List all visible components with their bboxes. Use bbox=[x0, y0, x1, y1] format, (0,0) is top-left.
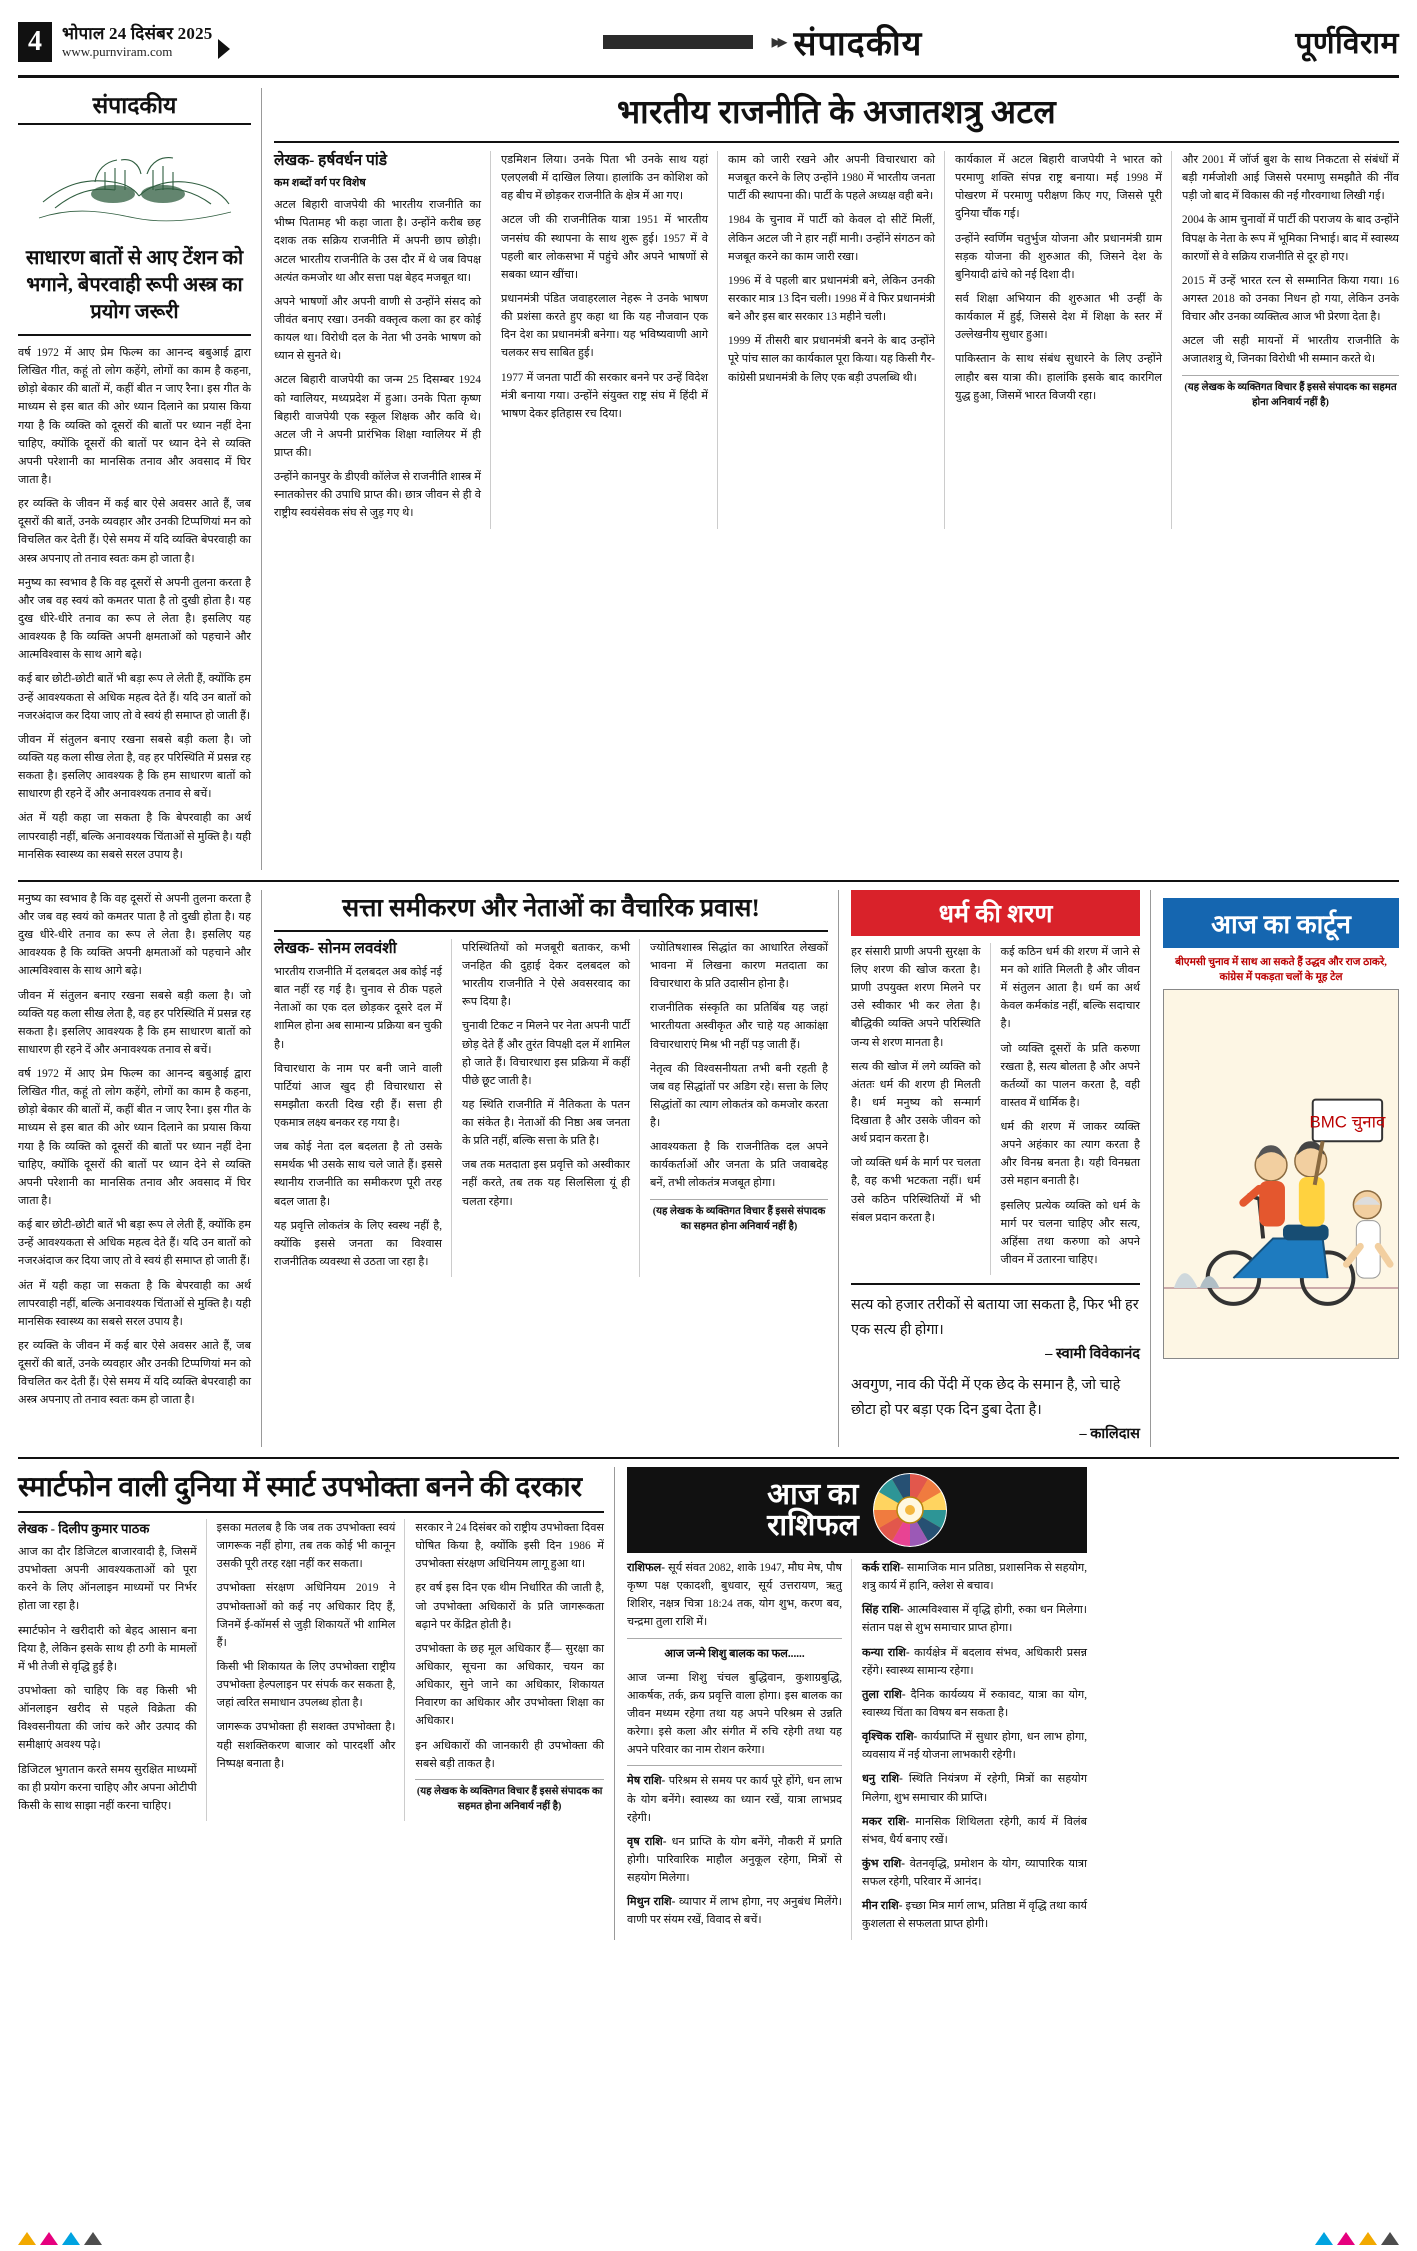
editorial-kicker: संपादकीय bbox=[18, 88, 251, 125]
article2-disclaimer: (यह लेखक के व्यक्तिगत विचार हैं इससे संपादक का सहमत होना अनिवार्य नहीं है) bbox=[650, 1199, 828, 1235]
smart-para: सरकार ने 24 दिसंबर को राष्ट्रीय उपभोक्ता दिवस घोषित किया है, क्योंकि इसी दिन 1986 में उपभोक्ता संरक्षण अधिनियम लागू हुआ था। bbox=[415, 1522, 604, 1571]
rashifal-right bbox=[862, 1559, 1087, 1940]
dharma-para: इसलिए प्रत्येक व्यक्ति को धर्म के मार्ग पर चलना चाहिए और सत्य, अहिंसा तथा करुणा को अपने जीवन में उतारना चाहिए। bbox=[1000, 1199, 1140, 1267]
lead-col5-text bbox=[1182, 151, 1399, 369]
rashi-name: मकर राशि- bbox=[862, 1815, 910, 1828]
editorial-para: जीवन में संतुलन बनाए रखना सबसे बड़ी कला है। जो व्यक्ति यह कला सीख लेता है, वह हर परिस्थिति में प्रसन्न रह सकता है। इसलिए आवश्यक है कि हम साधारण बातों को साधारण ही रहने दें और अनावश्यक तनाव से बचें। bbox=[18, 733, 251, 801]
article2-para: विचारधारा के नाम पर बनी जाने वाली पार्टियां आज खुद ही विचारधारा से समझौता करती दिख रही हैं। सत्ता ही एकमात्र लक्ष्य बनकर रह गया है। bbox=[274, 1062, 442, 1130]
lead-column-5 bbox=[1182, 151, 1399, 529]
rashi-text: आत्मविश्वास में वृद्धि होगी, रुका धन मिलेगा। संतान पक्ष से शुभ समाचार प्राप्त होगा। bbox=[862, 1604, 1087, 1635]
dharma-headline: धर्म की शरण bbox=[851, 890, 1140, 936]
editorial-para: कई बार छोटी-छोटी बातें भी बड़ा रूप ले लेती हैं, क्योंकि हम उन्हें आवश्यकता से अधिक महत्व देते हैं। यदि उन बातों को नजरअंदाज कर दिया जाए तो वे स्वयं ही समाप्त हो जाती हैं। bbox=[18, 673, 251, 722]
article-satta-samikaran bbox=[274, 890, 839, 1447]
section-title-block bbox=[603, 19, 922, 65]
rashi-text: धन प्राप्ति के योग बनेंगे, नौकरी में प्रगति होगी। पारिवारिक माहौल अनुकूल रहेगा, मित्रों से सहयोग मिलेगा। bbox=[627, 1835, 843, 1885]
footer-color-strip bbox=[18, 2232, 1399, 2245]
lead-para: एडमिशन लिया। उनके पिता भी उनके साथ यहां एलएलबी में दाखिल लिया। हालांकि उन कोशिश को वह बीच में छोड़कर राजनीति के क्षेत्र में आ गए। bbox=[501, 154, 708, 203]
lead-para: प्रधानमंत्री पंडित जवाहरलाल नेहरू ने उनके भाषण की प्रशंसा करते हुए कहा था कि यह नौजवान एक दिन देश का प्रधानमंत्री बनेगा। यह भविष्यवाणी आगे चलकर सच साबित हुई। bbox=[501, 292, 708, 360]
article-smart-consumer bbox=[18, 1467, 615, 1940]
lead-para: अपने भाषणों और अपनी वाणी से उन्होंने संसद को जीवंत बनाए रखा। उनकी वक्तृत्व कला का हर कोई कायल था। विरोधी दल के नेता भी उनके भाषण को ध्यान से सुनते थे। bbox=[274, 295, 481, 363]
smart-para: इसका मतलब है कि जब तक उपभोक्ता स्वयं जागरूक नहीं होगा, तब तक कोई भी कानून उसकी पूरी तरह रक्षा नहीं कर सकता। bbox=[216, 1522, 396, 1571]
rashi-text: स्थिति नियंत्रण में रहेगी, मित्रों का सहयोग मिलेगा, शुभ समाचार की प्राप्ति। bbox=[862, 1773, 1087, 1804]
lead-column-2 bbox=[501, 151, 718, 529]
bottom-section bbox=[18, 1457, 1399, 1940]
triangle-icon bbox=[1337, 2232, 1355, 2245]
section-title: संपादकीय bbox=[793, 25, 923, 63]
smart-headline: स्मार्टफोन वाली दुनिया में स्मार्ट उपभोक्ता बनने की दरकार bbox=[18, 1467, 604, 1513]
rashi-text: वेतनवृद्धि, प्रमोशन के योग, व्यापारिक यात्रा सफल रहेगी, परिवार में आनंद। bbox=[862, 1858, 1088, 1889]
dharma-col2-text bbox=[1001, 943, 1141, 1269]
lead-body-grid bbox=[274, 151, 1399, 529]
editorial-para: मनुष्य का स्वभाव है कि वह दूसरों से अपनी तुलना करता है और जब वह स्वयं को कमतर पाता है तो दुखी होता है। यह दुख धीरे-धीरे तनाव का रूप ले लेता है। इसलिए यह आवश्यक है कि व्यक्ति अपनी क्षमताओं को पहचाने और आत्मविश्वास के साथ आगे बढ़े। bbox=[18, 576, 251, 662]
cartoon-caption: बीएमसी चुनाव में साथ आ सकते हैं उद्धव और राज ठाकरे, कांग्रेस में पकड़ता चलों के मूह टेल bbox=[1175, 956, 1387, 984]
smart-col-2 bbox=[217, 1519, 406, 1821]
lead-para: उन्होंने स्वर्णिम चतुर्भुज योजना और प्रधानमंत्री ग्राम सड़क योजना की शुरुआत की, जिसने देश के बुनियादी ढांचे को नई दिशा दी। bbox=[955, 232, 1162, 281]
zodiac-wheel-icon bbox=[873, 1473, 947, 1547]
editorial-body bbox=[18, 344, 251, 864]
dharma-para: कई कठिन धर्म की शरण में जाने से मन को शांति मिलती है और जीवन में संतुलन आता है। धर्म का अर्थ केवल कर्मकांड नहीं, बल्कि सदाचार है। bbox=[1000, 945, 1140, 1031]
smart-col-3 bbox=[415, 1519, 604, 1821]
quote-author-2: – कालिदास bbox=[1079, 1426, 1140, 1443]
rashi-list-left bbox=[627, 1772, 842, 1929]
lead-para: 2015 में उन्हें भारत रत्न से सम्मानित किया गया। 16 अगस्त 2018 को उनका निधन हो गया, लेकिन उनके विचार और उनका व्यक्तित्व आज भी प्रेरणा देता है। bbox=[1182, 274, 1399, 324]
rashi-text: सामाजिक मान प्रतिष्ठा, प्रशासनिक से सहयोग, शत्रु कार्य में हानि, क्लेश से बचाव। bbox=[862, 1562, 1087, 1593]
lead-column-1 bbox=[274, 151, 491, 529]
editorial-continued bbox=[18, 890, 262, 1447]
rashi-name: सिंह राशि- bbox=[862, 1604, 904, 1617]
rashi-item bbox=[862, 1686, 1087, 1722]
divider bbox=[627, 1765, 842, 1766]
cartoon-headline: आज का कार्टून bbox=[1163, 898, 1399, 948]
rashi-list-right bbox=[862, 1559, 1087, 1934]
rashi-text: व्यापार में लाभ होगा, नए अनुबंध मिलेंगे। वाणी पर संयम रखें, विवाद से बचें। bbox=[627, 1896, 842, 1927]
lead-col2-text bbox=[501, 151, 708, 423]
article2-para: यह प्रवृत्ति लोकतंत्र के लिए स्वस्थ नहीं है, क्योंकि इससे जनता का विश्वास राजनीतिक व्यवस्था से उठता जा रहा है। bbox=[274, 1219, 442, 1269]
dharma-para: जो व्यक्ति धर्म के मार्ग पर चलता है, वह कभी भटकता नहीं। धर्म उसे कठिन परिस्थितियों में भी संबल प्रदान करता है। bbox=[851, 1157, 981, 1224]
article2-para: आवश्यकता है कि राजनीतिक दल अपने कार्यकर्ताओं और जनता के प्रति जवाबदेह बनें, तभी लोकतंत्र मजबूत होगा। bbox=[650, 1141, 828, 1190]
dharma-para: धर्म की शरण में जाकर व्यक्ति अपने अहंकार का त्याग करता है और विनम्र बनता है। यही विनम्रता उसे महान बनाती है। bbox=[1000, 1121, 1140, 1188]
editorial-continued-text bbox=[18, 890, 251, 1410]
dharma-para: हर संसारी प्राणी अपनी सुरक्षा के लिए शरण की खोज करता है। प्राणी उपयुक्त शरण मिलने पर उसे स्वीकार भी कर लेता है। बौद्धिकी व्यक्ति अपने परिस्थिति जन्य से शरण मानता है। bbox=[851, 945, 981, 1049]
quote-author-1: – स्वामी विवेकानंद bbox=[1045, 1346, 1140, 1363]
top-section bbox=[18, 88, 1399, 870]
kid-heading: आज जन्मे शिशु बालक का फल...... bbox=[664, 1647, 805, 1660]
lead-disclaimer: (यह लेखक के व्यक्तिगत विचार हैं इससे संपादक का सहमत होना अनिवार्य नहीं है) bbox=[1182, 375, 1399, 411]
dharma-para: जो व्यक्ति दूसरों के प्रति करुणा रखता है, सत्य बोलता है और अपने कर्तव्यों का पालन करता है, वही वास्तव में धार्मिक है। bbox=[1000, 1042, 1140, 1109]
bottom-right-spacer bbox=[1099, 1467, 1399, 1940]
footer-triangles-right bbox=[1315, 2232, 1399, 2245]
article2-para: जब तक मतदाता इस प्रवृत्ति को अस्वीकार नहीं करते, तब तक यह सिलसिला यूं ही चलता रहेगा। bbox=[462, 1159, 630, 1208]
dharma-para: सत्य की खोज में लगे व्यक्ति को अंततः धर्म की शरण ही मिलती है। धर्म मनुष्य को सन्मार्ग दिखाता है और उसके जीवन को अर्थ प्रदान करता है। bbox=[851, 1060, 981, 1146]
article2-para: राजनीतिक संस्कृति का प्रतिबिंब यह जहां भारतीयता अस्वीकृत और चाहे यह आकांक्षा विचारधाराएं मिश्र भी नहीं पड़ जाती हैं। bbox=[650, 1002, 828, 1051]
lead-column-3 bbox=[728, 151, 945, 529]
rashi-item bbox=[627, 1833, 842, 1887]
triangle-icon bbox=[18, 2232, 36, 2245]
cartoon-illustration bbox=[1164, 990, 1398, 1358]
section-bar bbox=[603, 35, 753, 49]
lead-para: कार्यकाल में अटल बिहारी वाजपेयी ने भारत को परमाणु शक्ति संपन्न राष्ट्र बनाया। मई 1998 में पोखरण में परमाणु परीक्षण किए गए, जिससे पूरी दुनिया चौंक गई। bbox=[955, 154, 1162, 221]
smart-byline: लेखक - दिलीप कुमार पाठक bbox=[18, 1521, 150, 1537]
editorial-para: हर व्यक्ति के जीवन में कई बार ऐसे अवसर आते हैं, जब दूसरों की बातें, उनके व्यवहार और उनकी टिप्पणियां मन को विचलित कर देती हैं। ऐसे समय में यदि व्यक्ति बेपरवाही का अस्त्र अपनाए तो तनाव स्वतः कम हो जाता है। bbox=[18, 498, 251, 565]
cartoon-placard-text: BMC चुनाव bbox=[1309, 1112, 1386, 1132]
lead-para: अटल बिहारी वाजपेयी की भारतीय राजनीति का भीष्म पितामह भी कहा जाता है। उन्होंने करीब छह दशक तक सक्रिय राजनीति में अपनी छाप छोड़ी। अटल भारतीय राजनीति के उस दौर में थे जब विपक्ष अत्यंत कमजोर था और सत्ता पक्ष बेहद मजबूत था। bbox=[274, 199, 481, 284]
triangle-icon bbox=[40, 2232, 58, 2245]
article2-para: नेतृत्व की विश्वसनीयता तभी बनी रहती है जब वह सिद्धांतों पर अडिग रहे। सत्ता के लिए सिद्धांतों का त्याग लोकतंत्र को कमजोर करता है। bbox=[650, 1062, 828, 1130]
quote-text-1: सत्य को हजार तरीकों से बताया जा सकता है, फिर भी हर एक सत्य ही होगा। bbox=[851, 1297, 1139, 1338]
article2-para: ज्योतिषशास्त्र सिद्धांत का आधारित लेखकों भावना में लिखना कारण मतदाता का विचारधारा के प्रति उदासीन होना है। bbox=[650, 941, 828, 991]
triangle-icon bbox=[84, 2232, 102, 2245]
middle-section bbox=[18, 880, 1399, 1447]
smart-disclaimer: (यह लेखक के व्यक्तिगत विचार हैं इससे संपादक का सहमत होना अनिवार्य नहीं है) bbox=[415, 1779, 604, 1815]
page-number: 4 bbox=[18, 22, 52, 62]
lead-para: सर्व शिक्षा अभियान की शुरुआत भी उन्हीं के कार्यकाल में हुई, जिससे देश में शिक्षा के स्तर में उल्लेखनीय सुधार हुआ। bbox=[955, 292, 1162, 342]
article2-column-2 bbox=[462, 939, 640, 1277]
editorial-para: अंत में यही कहा जा सकता है कि बेपरवाही का अर्थ लापरवाही नहीं, बल्कि अनावश्यक चिंताओं से मुक्ति है। यही मानसिक स्वास्थ्य का सबसे सरल उपाय है। bbox=[18, 1279, 251, 1328]
kid-fortune-block bbox=[627, 1645, 842, 1760]
dharma-col1-text bbox=[851, 943, 981, 1227]
triangle-icon bbox=[62, 2232, 80, 2245]
rashi-item bbox=[862, 1770, 1087, 1806]
lead-para: अटल जी सही मायनों में भारतीय राजनीति के अजातशत्रु थे, जिनका विरोधी भी सम्मान करते थे। bbox=[1182, 335, 1399, 366]
rashifal-title-line2: राशिफल bbox=[767, 1509, 859, 1543]
website-url[interactable]: www.purnviram.com bbox=[62, 44, 173, 59]
place-date: भोपाल 24 दिसंबर 2025 bbox=[62, 23, 213, 43]
editorial-para: मनुष्य का स्वभाव है कि वह दूसरों से अपनी तुलना करता है और जब वह स्वयं को कमतर पाता है तो दुखी होता है। यह दुख धीरे-धीरे तनाव का रूप ले लेता है। इसलिए यह आवश्यक है कि व्यक्ति अपनी क्षमताओं को पहचाने और आत्मविश्वास के साथ आगे बढ़े। bbox=[18, 892, 251, 978]
lead-para: 2004 के आम चुनावों में पार्टी की पराजय के बाद उन्होंने विपक्ष के नेता के रूप में भूमिका निभाई। बाद में स्वास्थ्य कारणों से वे सक्रिय राजनीति से दूर हो गए। bbox=[1182, 214, 1399, 263]
rashi-item bbox=[627, 1893, 842, 1929]
double-chevron-icon: ▸▸ bbox=[771, 31, 784, 53]
editorial-headline: साधारण बातों से आए टेंशन को भगाने, बेपरवाही रूपी अस्त्र का प्रयोग जरूरी bbox=[18, 245, 251, 336]
rashi-name: धनु राशि- bbox=[862, 1773, 903, 1786]
rashifal-title bbox=[767, 1479, 859, 1542]
editorial-para: वर्ष 1972 में आए प्रेम फिल्म का आनन्द बबुआई द्वारा लिखित गीत, कहूं तो लोग कहेंगे, लोगों का काम है कहना, छोड़ो बेकार की बातों में, कहीं बीत न जाए रैना। इस गीत के माध्यम से इस बात की ओर ध्यान दिलाने का प्रयास किया गया है कि व्यक्ति को दूसरों की बातों पर ध्यान नहीं देना चाहिए, क्योंकि दूसरों की बातों पर ध्यान देने से व्यक्ति अपनी परेशानी का मानसिक तनाव और अवसाद में घिर जाता है। bbox=[18, 1068, 251, 1208]
smart-para: हर वर्ष इस दिन एक थीम निर्धारित की जाती है, जो उपभोक्ता अधिकारों के प्रति जागरूकता बढ़ाने पर केंद्रित होती है। bbox=[415, 1582, 604, 1631]
smart-col-1 bbox=[18, 1519, 207, 1821]
editorial-para: कई बार छोटी-छोटी बातें भी बड़ा रूप ले लेती हैं, क्योंकि हम उन्हें आवश्यकता से अधिक महत्व देते हैं। यदि उन बातों को नजरअंदाज कर दिया जाए तो वे स्वयं ही समाप्त हो जाती हैं। bbox=[18, 1219, 251, 1268]
article2-para: चुनावी टिकट न मिलने पर नेता अपनी पार्टी छोड़ देते हैं और तुरंत विपक्षी दल में शामिल हो जाते हैं। विचारधारा इस प्रक्रिया में कहीं पीछे छूट जाती है। bbox=[462, 1020, 630, 1087]
article2-col1-text bbox=[274, 963, 442, 1271]
editorial-para: जीवन में संतुलन बनाए रखना सबसे बड़ी कला है। जो व्यक्ति यह कला सीख लेता है, वह हर परिस्थिति में प्रसन्न रह सकता है। इसलिए आवश्यक है कि हम साधारण बातों को साधारण ही रहने दें और अनावश्यक तनाव से बचें। bbox=[18, 989, 251, 1056]
masthead bbox=[18, 14, 1399, 78]
lead-col3-text bbox=[728, 151, 935, 387]
triangle-icon bbox=[1359, 2232, 1377, 2245]
smart-col2-text bbox=[217, 1519, 396, 1773]
bottom-left-group bbox=[18, 1467, 1087, 1940]
lead-article bbox=[274, 88, 1399, 870]
lead-para: अटल जी की राजनीतिक यात्रा 1951 में भारतीय जनसंघ की स्थापना के साथ शुरू हुई। 1957 में वे पहली बार लोकसभा में पहुंचे और अपने भाषणों से सबका ध्यान खींचा। bbox=[501, 214, 708, 281]
lead-para: 1999 में तीसरी बार प्रधानमंत्री बनने के बाद उन्होंने पूरे पांच साल का कार्यकाल पूरा किया। यह किसी गैर-कांग्रेसी प्रधानमंत्री के लिए एक बड़ी उपलब्धि थी। bbox=[728, 335, 935, 384]
smart-para: उपभोक्ता को चाहिए कि वह किसी भी ऑनलाइन खरीद से पहले विक्रेता की विश्वसनीयता की जांच करे और उत्पाद की समीक्षाएं अवश्य पढ़े। bbox=[18, 1685, 197, 1752]
dharma-col-1 bbox=[851, 943, 991, 1275]
smart-para: उपभोक्ता संरक्षण अधिनियम 2019 ने उपभोक्ताओं को कई नए अधिकार दिए हैं, जिनमें ई-कॉमर्स से जुड़ी शिकायतें भी शामिल हैं। bbox=[216, 1582, 396, 1649]
quote-text-2: अवगुण, नाव की पेंदी में एक छेद के समान है, जो चाहे छोटा हो पर बड़ा एक दिन डुबा देता है। bbox=[851, 1377, 1121, 1418]
smart-col3-text bbox=[415, 1519, 604, 1773]
article2-headline: सत्ता समीकरण और नेताओं का वैचारिक प्रवास! bbox=[274, 890, 828, 932]
smart-col1-text bbox=[18, 1543, 197, 1815]
rashi-item bbox=[862, 1601, 1087, 1637]
rashi-name: मीन राशि- bbox=[862, 1900, 903, 1913]
rashifal-title-line1: आज का bbox=[767, 1477, 859, 1511]
smart-para: स्मार्टफोन ने खरीदारी को बेहद आसान बना दिया है, लेकिन इसके साथ ही ठगी के मामलों में भी तेजी से वृद्धि हुई है। bbox=[18, 1624, 197, 1673]
divider bbox=[627, 1638, 842, 1639]
smart-para: किसी भी शिकायत के लिए उपभोक्ता राष्ट्रीय उपभोक्ता हेल्पलाइन पर संपर्क कर सकता है, जहां त्वरित समाधान उपलब्ध होता है। bbox=[216, 1661, 396, 1710]
smart-para: उपभोक्ता के छह मूल अधिकार हैं— सुरक्षा का अधिकार, सूचना का अधिकार, चयन का अधिकार, सुने जाने का अधिकार, शिकायत निवारण का अधिकार और उपभोक्ता शिक्षा का अधिकार। bbox=[415, 1642, 604, 1728]
rashi-text: कार्यप्राप्ति में सुधार होगा, धन लाभ होगा, व्यवसाय में नई योजना लाभकारी रहेगी। bbox=[862, 1731, 1088, 1762]
panchang-text bbox=[627, 1559, 842, 1632]
lead-column-4 bbox=[955, 151, 1172, 529]
triangle-icon bbox=[1381, 2232, 1399, 2245]
dharma-col-2 bbox=[1001, 943, 1141, 1275]
footer-triangles-left bbox=[18, 2232, 102, 2245]
masthead-place-date-block bbox=[62, 23, 212, 61]
masthead-left bbox=[18, 22, 230, 62]
panchang-label: राशिफल- bbox=[627, 1562, 665, 1575]
editorial-para: वर्ष 1972 में आए प्रेम फिल्म का आनन्द बबुआई द्वारा लिखित गीत, कहूं तो लोग कहेंगे, लोगों का काम है कहना, छोड़ो बेकार की बातों में, कहीं बीत न जाए रैना। इस गीत के माध्यम से इस बात की ओर ध्यान दिलाने का प्रयास किया गया है कि व्यक्ति को दूसरों की बातों पर ध्यान नहीं देना चाहिए, क्योंकि दूसरों की बातों पर ध्यान देने से व्यक्ति अपनी परेशानी का मानसिक तनाव और अवसाद में घिर जाता है। bbox=[18, 347, 251, 486]
article2-column-3 bbox=[650, 939, 828, 1277]
rashi-text: मानसिक शिथिलता रहेगी, कार्य में विलंब संभव, धैर्य बनाए रखें। bbox=[862, 1815, 1087, 1846]
smart-para: जागरूक उपभोक्ता ही सशक्त उपभोक्ता है। यही सशक्तिकरण बाजार को पारदर्शी और निष्पक्ष बनाता है। bbox=[216, 1721, 396, 1770]
lead-para: काम को जारी रखने और अपनी विचारधारा को मजबूत करने के लिए उन्होंने 1980 में भारतीय जनता पार्टी की स्थापना की। पार्टी के पहले अध्यक्ष वही बने। bbox=[728, 154, 935, 203]
rashi-name: मेष राशि- bbox=[627, 1775, 666, 1788]
lead-para: 1984 के चुनाव में पार्टी को केवल दो सीटें मिलीं, लेकिन अटल जी ने हार नहीं मानी। उन्होंने संगठन को मजबूत करने का काम जारी रखा। bbox=[728, 214, 935, 263]
panchang-value: सूर्य संवत 2082, शाके 1947, मौघ मेष, पौष कृष्ण पक्ष एकादशी, बुधवार, सूर्य उत्तरायण, ऋतु शिशिर, नक्षत्र चित्रा 18:24 तक, योग शुभ, करण बव, चन्द्रमा तुला राशि में। bbox=[627, 1562, 843, 1629]
smart-para: इन अधिकारों की जानकारी ही उपभोक्ता की सबसे बड़ी ताकत है। bbox=[415, 1739, 604, 1770]
masthead-arrow-icon bbox=[218, 39, 230, 59]
cartoon-column bbox=[1163, 890, 1399, 1447]
rashi-item bbox=[627, 1772, 842, 1826]
editorial-illustration bbox=[18, 131, 251, 239]
rashi-item bbox=[862, 1897, 1087, 1933]
article2-para: भारतीय राजनीति में दलबदल अब कोई नई बात नहीं रह गई है। चुनाव से ठीक पहले नेताओं का एक दल छोड़कर दूसरे दल में शामिल होना अब सामान्य प्रक्रिया बन चुकी है। bbox=[274, 965, 442, 1051]
brand-logo bbox=[1295, 21, 1399, 62]
rashi-name: तुला राशि- bbox=[862, 1688, 906, 1701]
lead-col1-text bbox=[274, 196, 481, 522]
triangle-icon bbox=[1315, 2232, 1333, 2245]
lead-para: और 2001 में जॉर्ज बुश के साथ निकटता से संबंधों में बड़ी गर्मजोशी आई जिससे परमाणु समझौते की नींव पड़ी जो बाद में विकास की नई गौरवगाथा लिखी गई। bbox=[1182, 154, 1399, 203]
rashi-item bbox=[862, 1855, 1087, 1891]
smart-para: आज का दौर डिजिटल बाजारवादी है, जिसमें उपभोक्ता अपनी आवश्यकताओं को पूरा करने के लिए ऑनलाइन माध्यमों पर निर्भर होता जा रहा है। bbox=[18, 1546, 197, 1613]
lead-para: उन्होंने कानपुर के डीएवी कॉलेज से राजनीति शास्त्र में स्नातकोत्तर की उपाधि प्राप्त की। छात्र जीवन से ही वे राष्ट्रीय स्वयंसेवक संघ से जुड़ गए थे। bbox=[274, 471, 481, 520]
lead-headline: भारतीय राजनीति के अजातशत्रु अटल bbox=[274, 88, 1399, 143]
rashi-text: कार्यक्षेत्र में बदलाव संभव, अधिकारी प्रसन्न रहेंगे। स्वास्थ्य सामान्य रहेगा। bbox=[862, 1646, 1088, 1677]
article2-col3-text bbox=[650, 939, 828, 1193]
lead-para: 1996 में वे पहली बार प्रधानमंत्री बने, लेकिन उनकी सरकार मात्र 13 दिन चली। 1998 में वे फिर प्रधानमंत्री बने और इस बार सरकार 13 महीने चली। bbox=[728, 274, 935, 324]
rashifal-left bbox=[627, 1559, 852, 1940]
article2-para: जब कोई नेता दल बदलता है तो उसके समर्थक भी उसके साथ चले जाते हैं। इससे स्थानीय राजनीति का समीकरण पूरी तरह बदल जाता है। bbox=[274, 1141, 442, 1208]
lead-para: 1977 में जनता पार्टी की सरकार बनने पर उन्हें विदेश मंत्री बनाया गया। उन्होंने संयुक्त राष्ट्र संघ में हिंदी में भाषण देकर इतिहास रच दिया। bbox=[501, 371, 708, 420]
article2-para: परिस्थितियों को मजबूरी बताकर, कभी जनहित की दुहाई देकर दलबदल को भारतीय राजनीति ने ऐसे अवसरवाद का रूप दिया है। bbox=[462, 941, 630, 1009]
rashi-name: कर्क राशि- bbox=[862, 1562, 904, 1575]
article2-column-1 bbox=[274, 939, 452, 1277]
hands-handshake-icon bbox=[35, 132, 235, 238]
rashi-text: दैनिक कार्यव्यय में रुकावट, यात्रा का योग, स्वास्थ्य चिंता का विषय बन सकता है। bbox=[862, 1688, 1087, 1720]
article2-byline: लेखक- सोनम लववंशी bbox=[274, 939, 397, 957]
article2-para: यह स्थिति राजनीति में नैतिकता के पतन का संकेत है। नेताओं की निष्ठा अब जनता के प्रति नहीं, बल्कि सत्ता के प्रति है। bbox=[462, 1098, 630, 1148]
rashi-item bbox=[862, 1813, 1087, 1849]
rashi-text: इच्छा मित्र मार्ग लाभ, प्रतिष्ठा में वृद्धि तथा कार्य कुशलता से सफलता प्राप्त होगी। bbox=[862, 1900, 1088, 1931]
rashifal-header bbox=[627, 1467, 1087, 1553]
editorial-para: हर व्यक्ति के जीवन में कई बार ऐसे अवसर आते हैं, जब दूसरों की बातें, उनके व्यवहार और उनकी टिप्पणियां मन को विचलित कर देती हैं। ऐसे समय में यदि व्यक्ति बेपरवाही का अस्त्र अपनाए तो तनाव स्वतः कम हो जाता है। bbox=[18, 1340, 251, 1407]
rashi-item bbox=[862, 1559, 1087, 1595]
quote-block bbox=[851, 1283, 1140, 1447]
rashi-name: कुंभ राशि- bbox=[862, 1858, 905, 1870]
lead-para: अटल बिहारी वाजपेयी का जन्म 25 दिसम्बर 1924 को ग्वालियर, मध्यप्रदेश में हुआ। उनके पिता कृष्ण बिहारी वाजपेयी एक स्कूल शिक्षक और कवि थे। अटल जी ने अपनी प्रारंभिक शिक्षा ग्वालियर में ही प्राप्त की। bbox=[274, 374, 481, 459]
editorial-para: अंत में यही कहा जा सकता है कि बेपरवाही का अर्थ लापरवाही नहीं, बल्कि अनावश्यक चिंताओं से मुक्ति है। यही मानसिक स्वास्थ्य का सबसे सरल उपाय है। bbox=[18, 812, 251, 861]
rashi-item bbox=[862, 1644, 1087, 1680]
smart-para: डिजिटल भुगतान करते समय सुरक्षित माध्यमों का ही प्रयोग करना चाहिए और अपना ओटीपी किसी के साथ साझा नहीं करना चाहिए। bbox=[18, 1763, 197, 1812]
brand-name: पूर्णविराम bbox=[1295, 27, 1399, 60]
rashi-text: परिश्रम से समय पर कार्य पूरे होंगे, धन लाभ के योग बनेंगे। स्वास्थ्य का ध्यान रखें, यात्रा लाभप्रद रहेगी। bbox=[627, 1775, 842, 1824]
rashi-name: वृश्चिक राशि- bbox=[862, 1731, 918, 1744]
panchang-block bbox=[627, 1559, 842, 1632]
lead-byline: लेखक- हर्षवर्धन पांडे bbox=[274, 152, 388, 169]
rashi-item bbox=[862, 1728, 1087, 1764]
lead-byline-sub: कम शब्दों वर्ग पर विशेष bbox=[274, 177, 366, 190]
article2-col2-text bbox=[462, 939, 630, 1211]
rashi-name: कन्या राशि- bbox=[862, 1646, 910, 1659]
lead-para: पाकिस्तान के साथ संबंध सुधारने के लिए उन्होंने लाहौर बस यात्रा की। हालांकि इसके बाद कारगिल युद्ध हुआ, जिसमें भारत विजयी रहा। bbox=[955, 353, 1162, 402]
rashi-name: वृष राशि- bbox=[627, 1835, 667, 1848]
rashifal-block bbox=[627, 1467, 1087, 1940]
lead-col4-text bbox=[955, 151, 1162, 405]
cartoon-image bbox=[1163, 989, 1399, 1359]
dharma-column bbox=[851, 890, 1151, 1447]
kid-text: आज जन्मा शिशु चंचल बुद्धिवान, कुशाग्रबुद्धि, आकर्षक, तर्क, क्रय प्रवृत्ति वाला होगा। इस बालक का जीवन मध्यम रहेगा तथा यह अपने परिश्रम से उन्नति करेगा। इसे कला और संगीत में रुचि रहेगी तथा यह अपने परिवार का नाम रोशन करेगा। bbox=[627, 1671, 842, 1757]
editorial-column bbox=[18, 88, 262, 870]
rashi-name: मिथुन राशि- bbox=[627, 1896, 676, 1909]
